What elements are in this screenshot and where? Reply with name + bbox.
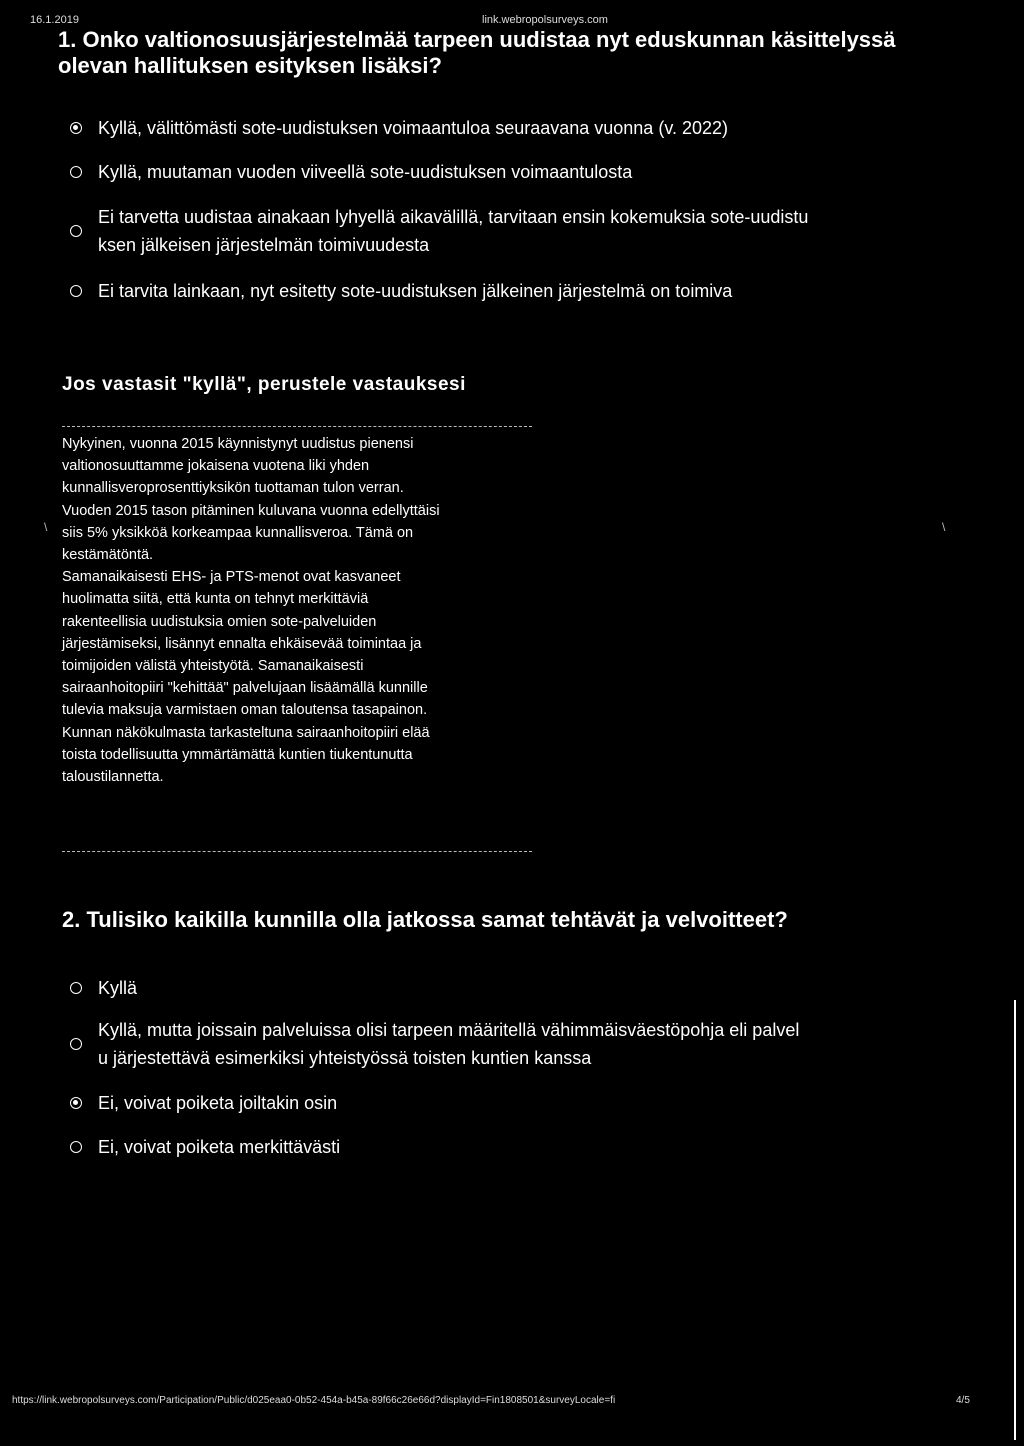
scan-mark: \ (942, 520, 946, 534)
q2-option-3-label: Ei, voivat poiketa joiltakin osin (98, 1093, 338, 1113)
q1-option-1[interactable] (70, 114, 938, 142)
radio-selected-icon[interactable] (70, 1097, 82, 1109)
q1-option-3-label-line1: Ei tarvetta uudistaa ainakaan lyhyellä aikavälillä, tarvitaan ensin kokemuksia sote-uudistu (98, 207, 809, 227)
q1-option-1-label: Kyllä, välittömästi sote-uudistuksen voimaantuloa seuraavana vuonna (v. 2022) (98, 118, 729, 138)
q2-option-1[interactable] (70, 974, 938, 1002)
q2-option-2-label-line1: Kyllä, mutta joissain palveluissa olisi tarpeen määritellä vähimmäisväestöpohja eli palvel (98, 1020, 800, 1040)
question-2-title: 2. Tulisiko kaikilla kunnilla olla jatkossa samat tehtävät ja velvoitteet? (62, 907, 788, 932)
question-1-title-line2: olevan hallituksen esityksen lisäksi? (58, 53, 442, 78)
q2-option-2[interactable] (70, 1016, 938, 1072)
radio-icon[interactable] (70, 982, 82, 994)
q1-option-4-label: Ei tarvita lainkaan, nyt esitetty sote-uudistuksen jälkeinen järjestelmä on toimiva (98, 281, 733, 301)
radio-icon[interactable] (70, 1038, 82, 1050)
page-number: 4/5 (956, 1395, 970, 1406)
scan-mark: \ (44, 520, 48, 534)
followup-label: Jos vastasit "kyllä", perustele vastauksesi (62, 374, 466, 395)
radio-icon[interactable] (70, 225, 82, 237)
print-date: 16.1.2019 (30, 14, 79, 26)
footer-url: https://link.webropolsurveys.com/Participation/Public/d025eaa0-0b52-454a-b45a-89f66c26e66d?displayId=Fin1808501&surveyLocale=fi (12, 1395, 616, 1406)
q1-option-2-label: Kyllä, muutaman vuoden viiveellä sote-uudistuksen voimaantulosta (98, 162, 633, 182)
q2-option-3[interactable] (70, 1089, 938, 1117)
q2-option-1-label: Kyllä (98, 978, 138, 998)
radio-icon[interactable] (70, 285, 82, 297)
radio-selected-icon[interactable] (70, 122, 82, 134)
question-1-title-line1: 1. Onko valtionosuusjärjestelmää tarpeen uudistaa nyt eduskunnan käsittelyssä (58, 27, 896, 52)
radio-icon[interactable] (70, 166, 82, 178)
q1-option-4[interactable] (70, 277, 938, 305)
q1-option-2[interactable] (70, 158, 938, 186)
q2-option-4-label: Ei, voivat poiketa merkittävästi (98, 1137, 341, 1157)
print-site: link.webropolsurveys.com (482, 14, 608, 26)
q2-option-2-label-line2: u järjestettävä esimerkiksi yhteistyössä toisten kuntien kanssa (98, 1048, 592, 1068)
answer-text: Nykyinen, vuonna 2015 käynnistynyt uudistus pienensi valtionosuuttamme jokaisena vuotena liki yhden kunnallisveroprosenttiyksikön tuottaman tulon verran. Vuoden 2015 tason pitäminen kuluvana vuonna edellyttäisi siis 5% yksikköä korkeampaa kunnallisveroa. Tämä on kestämätöntä. Samanaikaisesti EHS- ja PTS-menot ovat kasvaneet huolimatta siitä, että kunta on tehnyt merkittäviä rakenteellisia uudistuksia omien sote-palveluiden järjestämiseksi, lisännyt ennalta ehkäisevää toimintaa ja toimijoiden välistä yhteistyötä. Samanaikaisesti sairaanhoitopiiri "kehittää" palvelujaan lisäämällä kunnille tulevia maksuja varmistaen oman taloutensa tasapainon. Kunnan näkökulmasta tarkasteltuna sairaanhoitopiiri elää toista todellisuutta ymmärtämättä kuntien tiukentunutta taloustilannetta. (62, 436, 440, 786)
q1-option-3-label-line2: ksen jälkeisen järjestelmän toimivuudesta (98, 235, 430, 255)
q2-option-4[interactable] (70, 1133, 938, 1161)
answer-textarea[interactable] (62, 426, 532, 852)
radio-icon[interactable] (70, 1141, 82, 1153)
q1-option-3[interactable] (70, 203, 938, 259)
page-edge (1014, 1000, 1016, 1440)
